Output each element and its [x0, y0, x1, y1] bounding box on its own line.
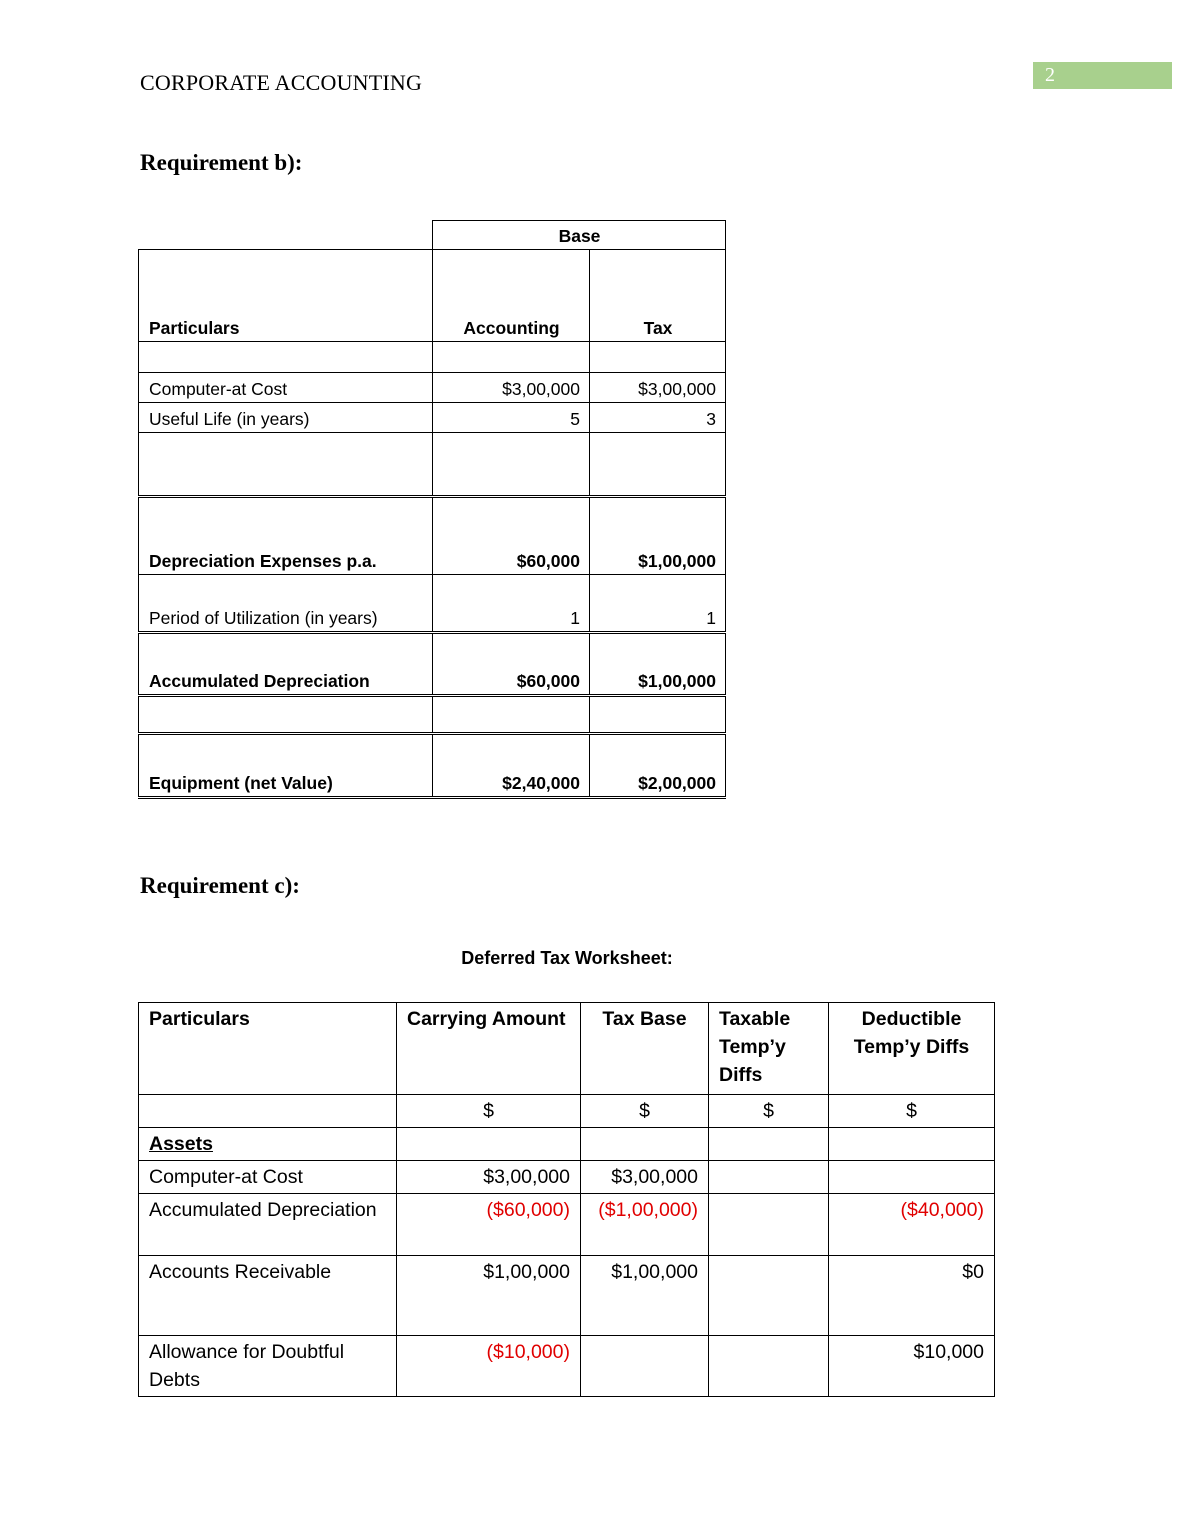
tax-value: $1,00,000	[590, 633, 726, 696]
empty-cell	[433, 433, 590, 497]
col-tax-base-header: Tax Base	[581, 1003, 709, 1095]
taxable-value	[709, 1194, 829, 1256]
running-header: CORPORATE ACCOUNTING	[140, 70, 423, 95]
empty-cell	[397, 1128, 581, 1161]
requirement-c-heading: Requirement c):	[140, 873, 300, 898]
deductible-value	[829, 1161, 995, 1194]
carrying-value: $3,00,000	[397, 1161, 581, 1194]
tax-value: 3	[590, 403, 726, 433]
carrying-value: ($10,000)	[397, 1336, 581, 1397]
worksheet-title: Deferred Tax Worksheet:	[461, 948, 673, 968]
empty-cell	[590, 342, 726, 373]
col-particulars-header: Particulars	[139, 250, 433, 342]
empty-cell	[139, 1095, 397, 1128]
row-label: Computer-at Cost	[139, 1161, 397, 1194]
accounting-value: $2,40,000	[433, 734, 590, 798]
row-label: Computer-at Cost	[139, 373, 433, 403]
currency-row	[139, 1095, 995, 1128]
empty-cell	[590, 433, 726, 497]
table-row	[139, 403, 726, 433]
blank-corner	[139, 221, 433, 250]
table-row	[139, 1256, 995, 1336]
table-row	[139, 1194, 995, 1256]
col-particulars-header: Particulars	[139, 1003, 397, 1095]
accounting-value: $60,000	[433, 633, 590, 696]
empty-cell	[433, 696, 590, 734]
table-row	[139, 1161, 995, 1194]
taxable-value	[709, 1161, 829, 1194]
accounting-value: $60,000	[433, 497, 590, 575]
empty-cell	[709, 1128, 829, 1161]
row-label: Accounts Receivable	[139, 1256, 397, 1336]
table-row	[139, 1336, 995, 1397]
col-deductible-header: Deductible Temp’y Diffs	[829, 1003, 995, 1095]
empty-cell	[139, 342, 433, 373]
row-label: Period of Utilization (in years)	[139, 575, 433, 633]
deductible-value: $10,000	[829, 1336, 995, 1397]
col-taxable-header: Taxable Temp’y Diffs	[709, 1003, 829, 1095]
tax-base-value	[581, 1336, 709, 1397]
accounting-value: 5	[433, 403, 590, 433]
table-row	[139, 734, 726, 798]
empty-cell	[433, 342, 590, 373]
deductible-value: $0	[829, 1256, 995, 1336]
tax-base-value: ($1,00,000)	[581, 1194, 709, 1256]
row-label: Useful Life (in years)	[139, 403, 433, 433]
currency-symbol: $	[397, 1095, 581, 1128]
tax-base-value: $3,00,000	[581, 1161, 709, 1194]
tax-value: 1	[590, 575, 726, 633]
table-row	[139, 373, 726, 403]
empty-cell	[829, 1128, 995, 1161]
row-label: Depreciation Expenses p.a.	[139, 497, 433, 575]
taxable-value	[709, 1256, 829, 1336]
tax-value: $3,00,000	[590, 373, 726, 403]
col-tax-header: Tax	[590, 250, 726, 342]
table-row	[139, 575, 726, 633]
col-accounting-header: Accounting	[433, 250, 590, 342]
requirement-b-heading: Requirement b):	[140, 150, 303, 175]
accounting-value: 1	[433, 575, 590, 633]
row-label: Equipment (net Value)	[139, 734, 433, 798]
taxable-value	[709, 1336, 829, 1397]
tax-base-value: $1,00,000	[581, 1256, 709, 1336]
col-carrying-amount-header: Carrying Amount	[397, 1003, 581, 1095]
section-assets: Assets	[139, 1128, 397, 1161]
carrying-value: $1,00,000	[397, 1256, 581, 1336]
carrying-value: ($60,000)	[397, 1194, 581, 1256]
page-number: 2	[1033, 62, 1172, 89]
row-label: Allowance for Doubtful Debts	[139, 1336, 397, 1397]
tax-value: $1,00,000	[590, 497, 726, 575]
accounting-value: $3,00,000	[433, 373, 590, 403]
empty-cell	[581, 1128, 709, 1161]
tax-value: $2,00,000	[590, 734, 726, 798]
row-label: Accumulated Depreciation	[139, 1194, 397, 1256]
empty-cell	[590, 696, 726, 734]
table-row	[139, 633, 726, 696]
currency-symbol: $	[581, 1095, 709, 1128]
empty-cell	[139, 696, 433, 734]
deferred-tax-worksheet	[138, 1002, 995, 1397]
depreciation-table	[138, 220, 726, 799]
empty-cell	[139, 433, 433, 497]
base-group-header: Base	[433, 221, 726, 250]
row-label: Accumulated Depreciation	[139, 633, 433, 696]
currency-symbol: $	[709, 1095, 829, 1128]
currency-symbol: $	[829, 1095, 995, 1128]
deductible-value: ($40,000)	[829, 1194, 995, 1256]
table-row	[139, 497, 726, 575]
